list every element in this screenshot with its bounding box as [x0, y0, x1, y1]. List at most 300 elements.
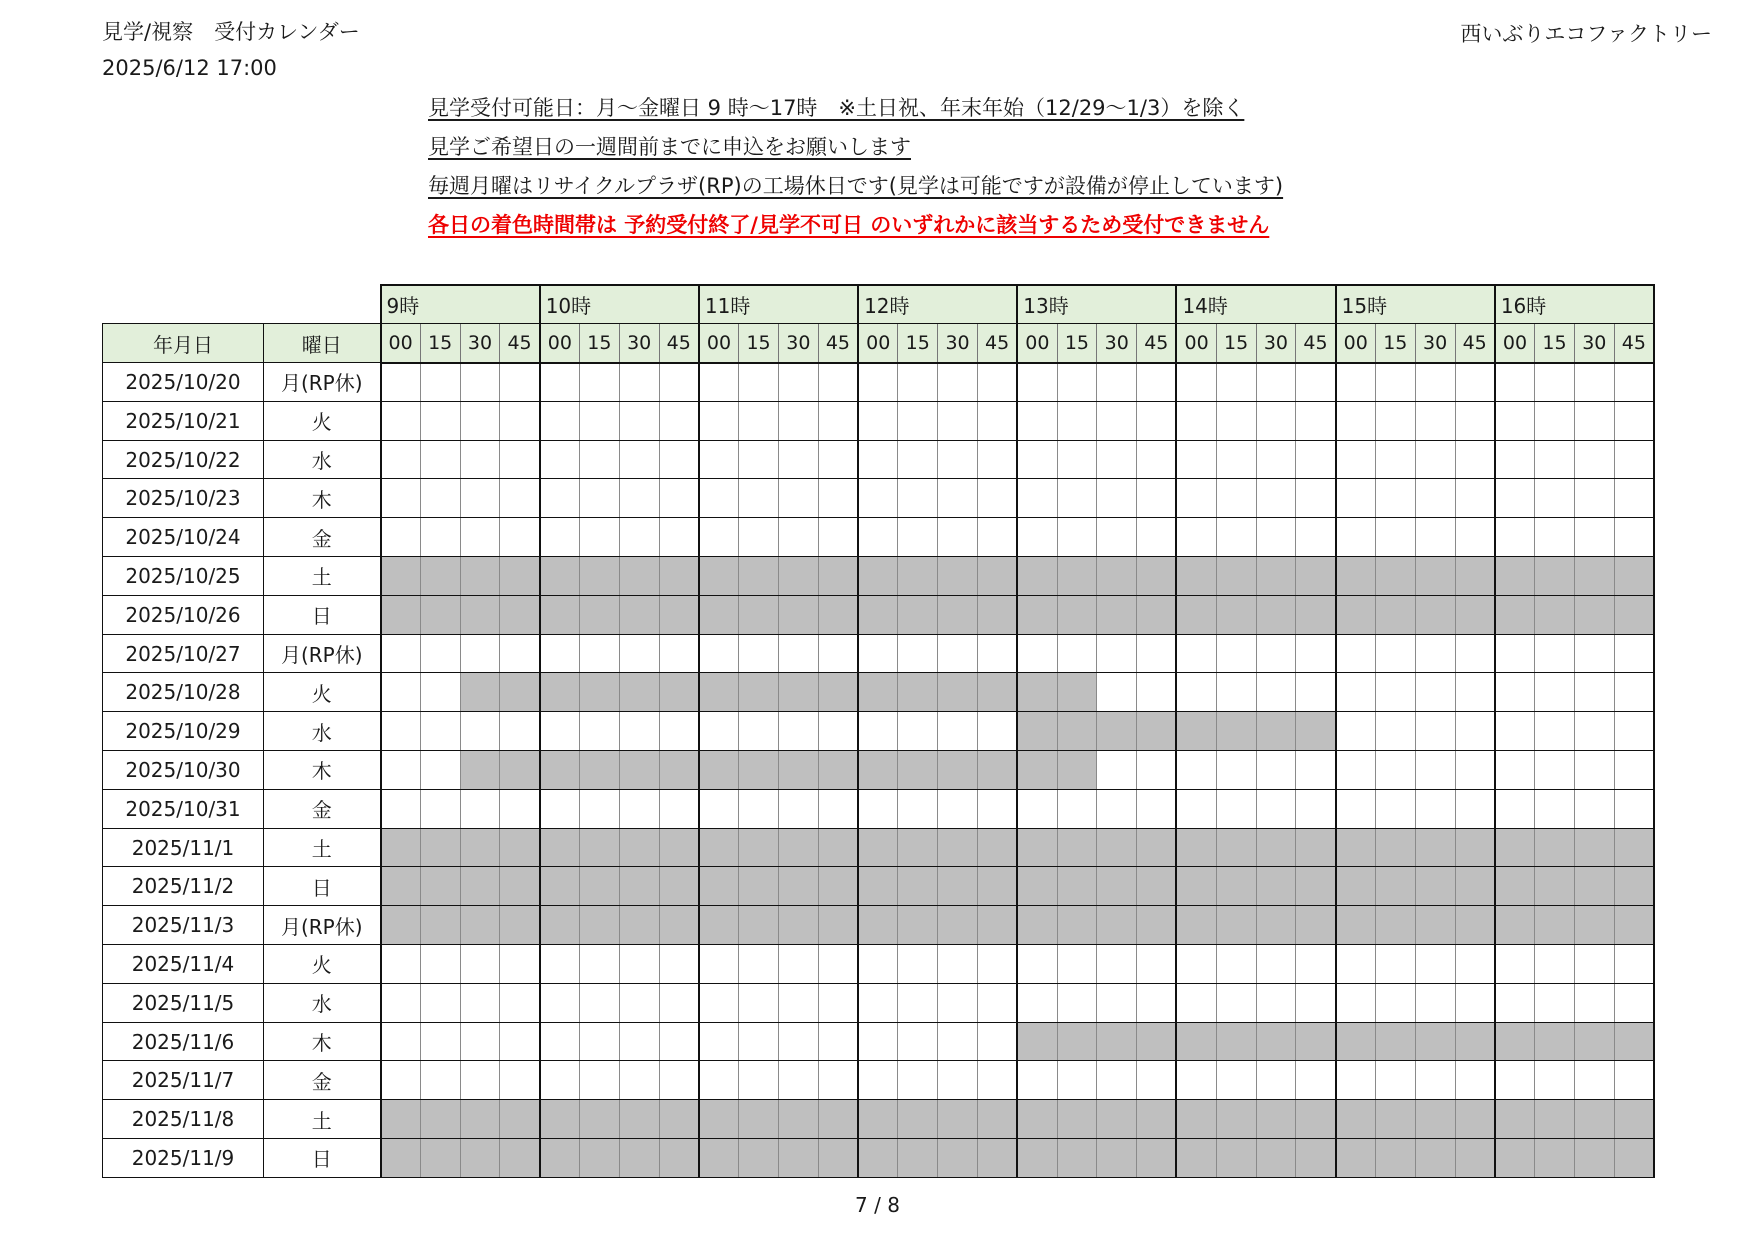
- time-slot-available: [659, 789, 699, 828]
- time-slot-available: [1176, 983, 1216, 1022]
- row-date: 2025/10/31: [103, 789, 264, 828]
- time-slot-available: [977, 1061, 1017, 1100]
- time-slot-unavailable: [1256, 595, 1296, 634]
- time-slot-unavailable: [1574, 867, 1614, 906]
- time-slot-unavailable: [699, 1139, 739, 1178]
- time-slot-unavailable: [818, 1100, 858, 1139]
- time-slot-unavailable: [938, 828, 978, 867]
- time-slot-unavailable: [1455, 828, 1495, 867]
- time-slot-available: [1176, 1061, 1216, 1100]
- time-slot-unavailable: [1176, 1100, 1216, 1139]
- calendar-row: [103, 712, 1655, 751]
- time-slot-available: [619, 440, 659, 479]
- time-slot-unavailable: [1495, 595, 1535, 634]
- time-slot-unavailable: [1057, 1139, 1097, 1178]
- time-slot-unavailable: [460, 828, 500, 867]
- time-slot-available: [1455, 789, 1495, 828]
- time-slot-available: [1535, 673, 1575, 712]
- time-slot-available: [858, 789, 898, 828]
- row-weekday: 水: [264, 440, 381, 479]
- time-slot-available: [1375, 945, 1415, 984]
- time-slot-unavailable: [579, 1100, 619, 1139]
- time-slot-available: [420, 673, 460, 712]
- time-slot-available: [778, 789, 818, 828]
- time-slot-available: [1097, 479, 1137, 518]
- time-slot-available: [619, 983, 659, 1022]
- notice-available-days: 見学受付可能日：月～金曜日 9 時～17時 ※土日祝、年末年始（12/29～1/3）を除く: [428, 96, 1245, 120]
- time-slot-unavailable: [1097, 906, 1137, 945]
- hour-header-row: [103, 285, 1655, 324]
- time-slot-available: [1574, 634, 1614, 673]
- row-weekday: 火: [264, 945, 381, 984]
- time-slot-unavailable: [938, 1100, 978, 1139]
- row-date: 2025/11/6: [103, 1022, 264, 1061]
- time-slot-available: [739, 634, 779, 673]
- time-slot-available: [1097, 440, 1137, 479]
- row-date: 2025/10/24: [103, 518, 264, 557]
- time-slot-available: [540, 712, 580, 751]
- time-slot-available: [579, 401, 619, 440]
- time-slot-unavailable: [778, 828, 818, 867]
- page-title: 見学/視察 受付カレンダー: [102, 20, 360, 44]
- time-slot-unavailable: [898, 595, 938, 634]
- time-slot-available: [858, 634, 898, 673]
- time-slot-available: [1375, 789, 1415, 828]
- time-slot-unavailable: [977, 673, 1017, 712]
- time-slot-available: [1375, 983, 1415, 1022]
- time-slot-available: [1375, 401, 1415, 440]
- time-slot-available: [778, 1061, 818, 1100]
- time-slot-unavailable: [1256, 867, 1296, 906]
- time-slot-available: [1614, 945, 1654, 984]
- weekday-column-header: 曜日: [264, 324, 381, 363]
- time-slot-available: [1057, 440, 1097, 479]
- time-slot-unavailable: [1535, 867, 1575, 906]
- time-slot-unavailable: [1574, 828, 1614, 867]
- time-slot-available: [938, 634, 978, 673]
- minute-header: 30: [1256, 324, 1296, 363]
- time-slot-unavailable: [1057, 867, 1097, 906]
- time-slot-available: [1535, 401, 1575, 440]
- time-slot-available: [739, 789, 779, 828]
- time-slot-unavailable: [739, 673, 779, 712]
- time-slot-unavailable: [739, 751, 779, 790]
- notice-shaded-warning: 各日の着色時間帯は 予約受付終了/見学不可日 のいずれかに該当するため受付できません: [428, 213, 1270, 237]
- time-slot-unavailable: [778, 557, 818, 596]
- time-slot-available: [1256, 751, 1296, 790]
- time-slot-unavailable: [1017, 906, 1057, 945]
- time-slot-available: [579, 712, 619, 751]
- row-weekday: 土: [264, 557, 381, 596]
- time-slot-available: [739, 440, 779, 479]
- time-slot-unavailable: [778, 751, 818, 790]
- time-slot-unavailable: [460, 557, 500, 596]
- time-slot-unavailable: [1296, 1139, 1336, 1178]
- time-slot-available: [1097, 751, 1137, 790]
- time-slot-unavailable: [460, 595, 500, 634]
- time-slot-available: [420, 1061, 460, 1100]
- hour-header: 15時: [1336, 285, 1495, 324]
- time-slot-available: [938, 440, 978, 479]
- time-slot-available: [1415, 673, 1455, 712]
- time-slot-available: [858, 1061, 898, 1100]
- minute-header: 45: [1614, 324, 1654, 363]
- time-slot-available: [579, 634, 619, 673]
- time-slot-unavailable: [1017, 1139, 1057, 1178]
- time-slot-available: [1017, 945, 1057, 984]
- time-slot-available: [420, 518, 460, 557]
- time-slot-available: [540, 1022, 580, 1061]
- hour-header: 13時: [1017, 285, 1176, 324]
- time-slot-available: [1455, 1061, 1495, 1100]
- time-slot-unavailable: [1375, 828, 1415, 867]
- time-slot-available: [1097, 1061, 1137, 1100]
- time-slot-available: [818, 1061, 858, 1100]
- time-slot-available: [500, 440, 540, 479]
- time-slot-unavailable: [420, 828, 460, 867]
- time-slot-unavailable: [1097, 557, 1137, 596]
- time-slot-unavailable: [1415, 557, 1455, 596]
- time-slot-unavailable: [898, 867, 938, 906]
- time-slot-available: [1495, 518, 1535, 557]
- time-slot-unavailable: [858, 557, 898, 596]
- time-slot-unavailable: [1137, 595, 1177, 634]
- time-slot-available: [778, 479, 818, 518]
- time-slot-available: [1495, 712, 1535, 751]
- time-slot-available: [938, 401, 978, 440]
- time-slot-unavailable: [1057, 557, 1097, 596]
- time-slot-available: [1455, 401, 1495, 440]
- time-slot-available: [1216, 440, 1256, 479]
- row-weekday: 水: [264, 983, 381, 1022]
- time-slot-available: [898, 634, 938, 673]
- time-slot-available: [938, 712, 978, 751]
- time-slot-available: [778, 945, 818, 984]
- time-slot-unavailable: [1415, 1139, 1455, 1178]
- time-slot-available: [1336, 983, 1376, 1022]
- time-slot-unavailable: [739, 557, 779, 596]
- row-date: 2025/10/23: [103, 479, 264, 518]
- time-slot-available: [1137, 983, 1177, 1022]
- time-slot-available: [540, 789, 580, 828]
- time-slot-unavailable: [1057, 1100, 1097, 1139]
- time-slot-available: [858, 363, 898, 402]
- time-slot-available: [579, 440, 619, 479]
- row-date: 2025/11/5: [103, 983, 264, 1022]
- time-slot-unavailable: [1296, 828, 1336, 867]
- time-slot-unavailable: [977, 906, 1017, 945]
- time-slot-unavailable: [381, 1100, 421, 1139]
- time-slot-available: [540, 1061, 580, 1100]
- time-slot-unavailable: [500, 595, 540, 634]
- row-weekday: 日: [264, 595, 381, 634]
- time-slot-unavailable: [1336, 828, 1376, 867]
- time-slot-available: [1097, 945, 1137, 984]
- time-slot-unavailable: [1574, 1139, 1614, 1178]
- time-slot-available: [858, 479, 898, 518]
- time-slot-available: [1495, 1061, 1535, 1100]
- time-slot-available: [1256, 440, 1296, 479]
- time-slot-unavailable: [1375, 1022, 1415, 1061]
- time-slot-available: [1574, 479, 1614, 518]
- time-slot-unavailable: [659, 595, 699, 634]
- time-slot-unavailable: [1137, 557, 1177, 596]
- time-slot-available: [500, 789, 540, 828]
- time-slot-available: [1455, 634, 1495, 673]
- time-slot-available: [1097, 363, 1137, 402]
- time-slot-available: [1296, 363, 1336, 402]
- time-slot-available: [1614, 789, 1654, 828]
- time-slot-available: [1614, 518, 1654, 557]
- minute-header: 45: [1296, 324, 1336, 363]
- time-slot-unavailable: [699, 751, 739, 790]
- time-slot-available: [460, 789, 500, 828]
- time-slot-unavailable: [619, 828, 659, 867]
- time-slot-available: [778, 518, 818, 557]
- time-slot-unavailable: [1017, 673, 1057, 712]
- row-weekday: 金: [264, 518, 381, 557]
- time-slot-available: [619, 634, 659, 673]
- time-slot-unavailable: [579, 673, 619, 712]
- time-slot-unavailable: [540, 828, 580, 867]
- time-slot-available: [1256, 673, 1296, 712]
- time-slot-available: [1216, 363, 1256, 402]
- time-slot-available: [619, 945, 659, 984]
- time-slot-available: [1137, 401, 1177, 440]
- time-slot-available: [540, 479, 580, 518]
- time-slot-available: [659, 440, 699, 479]
- time-slot-available: [1137, 673, 1177, 712]
- time-slot-unavailable: [1137, 906, 1177, 945]
- time-slot-unavailable: [818, 557, 858, 596]
- time-slot-available: [739, 1022, 779, 1061]
- time-slot-unavailable: [938, 867, 978, 906]
- time-slot-unavailable: [420, 867, 460, 906]
- time-slot-available: [579, 479, 619, 518]
- time-slot-unavailable: [579, 557, 619, 596]
- time-slot-available: [699, 440, 739, 479]
- time-slot-unavailable: [1415, 1100, 1455, 1139]
- minute-header: 30: [619, 324, 659, 363]
- time-slot-available: [778, 363, 818, 402]
- time-slot-available: [778, 712, 818, 751]
- time-slot-available: [500, 401, 540, 440]
- time-slot-available: [938, 983, 978, 1022]
- time-slot-available: [898, 945, 938, 984]
- time-slot-unavailable: [977, 828, 1017, 867]
- time-slot-available: [1256, 363, 1296, 402]
- time-slot-unavailable: [1336, 867, 1376, 906]
- time-slot-unavailable: [739, 828, 779, 867]
- time-slot-unavailable: [1296, 867, 1336, 906]
- time-slot-unavailable: [500, 557, 540, 596]
- time-slot-unavailable: [1216, 1100, 1256, 1139]
- calendar-row: [103, 1061, 1655, 1100]
- time-slot-unavailable: [1574, 557, 1614, 596]
- time-slot-unavailable: [500, 673, 540, 712]
- time-slot-unavailable: [818, 751, 858, 790]
- time-slot-unavailable: [898, 557, 938, 596]
- time-slot-unavailable: [1176, 557, 1216, 596]
- time-slot-unavailable: [659, 1139, 699, 1178]
- time-slot-available: [739, 363, 779, 402]
- time-slot-unavailable: [619, 595, 659, 634]
- time-slot-available: [1415, 440, 1455, 479]
- time-slot-unavailable: [619, 867, 659, 906]
- time-slot-available: [1137, 1061, 1177, 1100]
- time-slot-unavailable: [818, 1139, 858, 1178]
- time-slot-unavailable: [898, 673, 938, 712]
- time-slot-available: [500, 518, 540, 557]
- time-slot-unavailable: [579, 1139, 619, 1178]
- row-date: 2025/10/27: [103, 634, 264, 673]
- time-slot-available: [818, 401, 858, 440]
- time-slot-unavailable: [381, 828, 421, 867]
- time-slot-available: [1296, 983, 1336, 1022]
- minute-header: 00: [1176, 324, 1216, 363]
- time-slot-unavailable: [1097, 1022, 1137, 1061]
- time-slot-unavailable: [1495, 1022, 1535, 1061]
- time-slot-unavailable: [778, 1100, 818, 1139]
- row-date: 2025/11/4: [103, 945, 264, 984]
- time-slot-available: [1057, 789, 1097, 828]
- time-slot-available: [1057, 945, 1097, 984]
- time-slot-available: [1137, 440, 1177, 479]
- time-slot-available: [1017, 983, 1057, 1022]
- time-slot-unavailable: [579, 867, 619, 906]
- time-slot-unavailable: [659, 867, 699, 906]
- time-slot-available: [1375, 751, 1415, 790]
- time-slot-unavailable: [1057, 712, 1097, 751]
- calendar-row: [103, 1139, 1655, 1178]
- calendar-row: [103, 1100, 1655, 1139]
- time-slot-available: [938, 945, 978, 984]
- time-slot-available: [977, 1022, 1017, 1061]
- calendar-row: [103, 828, 1655, 867]
- time-slot-unavailable: [540, 751, 580, 790]
- minute-header: 15: [1057, 324, 1097, 363]
- time-slot-unavailable: [699, 595, 739, 634]
- time-slot-unavailable: [818, 867, 858, 906]
- time-slot-available: [1097, 673, 1137, 712]
- time-slot-unavailable: [1057, 751, 1097, 790]
- time-slot-available: [699, 479, 739, 518]
- time-slot-unavailable: [778, 906, 818, 945]
- time-slot-available: [699, 1061, 739, 1100]
- time-slot-available: [977, 789, 1017, 828]
- time-slot-available: [739, 401, 779, 440]
- time-slot-available: [1375, 673, 1415, 712]
- time-slot-unavailable: [659, 906, 699, 945]
- time-slot-available: [659, 518, 699, 557]
- row-weekday: 木: [264, 751, 381, 790]
- minute-header: 45: [500, 324, 540, 363]
- time-slot-available: [1137, 479, 1177, 518]
- time-slot-unavailable: [1614, 1022, 1654, 1061]
- time-slot-unavailable: [938, 751, 978, 790]
- time-slot-unavailable: [381, 906, 421, 945]
- time-slot-available: [938, 1061, 978, 1100]
- row-weekday: 金: [264, 789, 381, 828]
- minute-header: 00: [540, 324, 580, 363]
- time-slot-available: [1336, 479, 1376, 518]
- row-weekday: 木: [264, 479, 381, 518]
- time-slot-available: [1137, 634, 1177, 673]
- time-slot-unavailable: [1614, 1100, 1654, 1139]
- time-slot-available: [1614, 440, 1654, 479]
- time-slot-available: [938, 363, 978, 402]
- time-slot-unavailable: [818, 828, 858, 867]
- time-slot-available: [1137, 363, 1177, 402]
- time-slot-available: [659, 945, 699, 984]
- time-slot-unavailable: [1137, 1022, 1177, 1061]
- time-slot-available: [1336, 1061, 1376, 1100]
- time-slot-available: [420, 983, 460, 1022]
- time-slot-unavailable: [1137, 712, 1177, 751]
- time-slot-unavailable: [1375, 557, 1415, 596]
- time-slot-available: [977, 363, 1017, 402]
- time-slot-available: [898, 1061, 938, 1100]
- time-slot-unavailable: [1415, 867, 1455, 906]
- time-slot-available: [460, 945, 500, 984]
- row-date: 2025/10/20: [103, 363, 264, 402]
- time-slot-available: [1336, 673, 1376, 712]
- time-slot-unavailable: [540, 1100, 580, 1139]
- time-slot-unavailable: [420, 1139, 460, 1178]
- time-slot-unavailable: [381, 867, 421, 906]
- time-slot-available: [1176, 440, 1216, 479]
- time-slot-available: [778, 440, 818, 479]
- time-slot-available: [1614, 479, 1654, 518]
- row-weekday: 土: [264, 1100, 381, 1139]
- time-slot-unavailable: [1176, 828, 1216, 867]
- hour-header: 12時: [858, 285, 1017, 324]
- time-slot-available: [1415, 945, 1455, 984]
- time-slot-available: [778, 401, 818, 440]
- time-slot-available: [1256, 1061, 1296, 1100]
- time-slot-unavailable: [1256, 1139, 1296, 1178]
- time-slot-available: [1574, 363, 1614, 402]
- time-slot-available: [1455, 518, 1495, 557]
- minute-header: 30: [938, 324, 978, 363]
- time-slot-available: [1415, 789, 1455, 828]
- time-slot-unavailable: [1097, 1139, 1137, 1178]
- time-slot-available: [818, 712, 858, 751]
- time-slot-available: [1057, 479, 1097, 518]
- time-slot-unavailable: [1455, 906, 1495, 945]
- time-slot-available: [1296, 789, 1336, 828]
- row-date: 2025/10/28: [103, 673, 264, 712]
- time-slot-available: [898, 712, 938, 751]
- time-slot-unavailable: [1256, 1022, 1296, 1061]
- time-slot-available: [1614, 751, 1654, 790]
- time-slot-available: [420, 401, 460, 440]
- time-slot-unavailable: [1057, 828, 1097, 867]
- time-slot-unavailable: [1455, 1139, 1495, 1178]
- time-slot-unavailable: [739, 1100, 779, 1139]
- time-slot-available: [619, 518, 659, 557]
- time-slot-unavailable: [1176, 595, 1216, 634]
- time-slot-available: [858, 945, 898, 984]
- time-slot-available: [1415, 479, 1455, 518]
- row-date: 2025/10/29: [103, 712, 264, 751]
- time-slot-available: [381, 401, 421, 440]
- time-slot-available: [1574, 673, 1614, 712]
- time-slot-unavailable: [540, 1139, 580, 1178]
- time-slot-available: [540, 363, 580, 402]
- time-slot-available: [1336, 789, 1376, 828]
- time-slot-unavailable: [1535, 1022, 1575, 1061]
